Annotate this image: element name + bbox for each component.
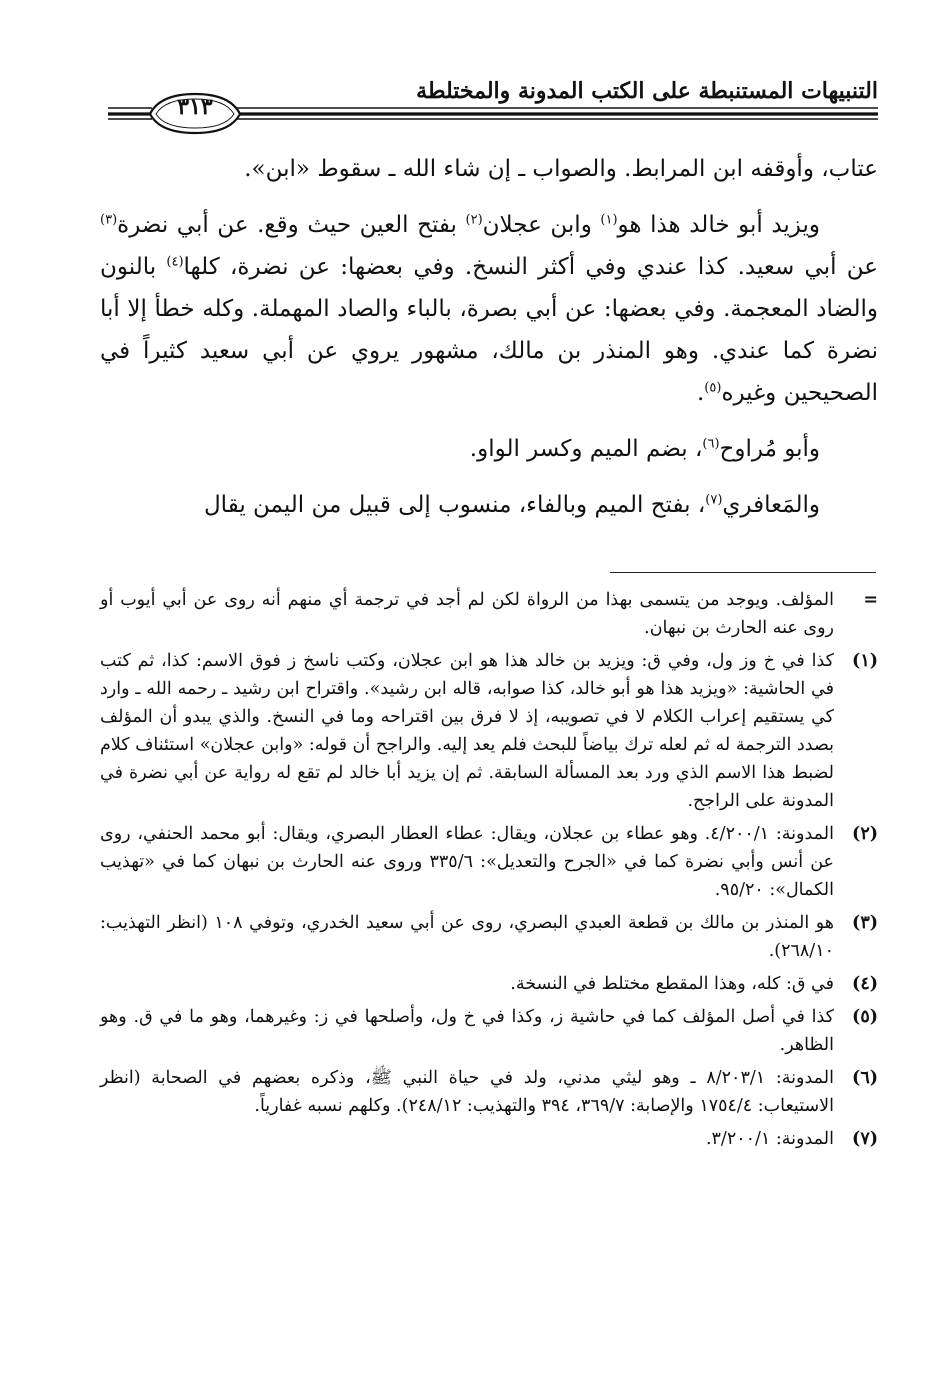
footnote-text: كذا في أصل المؤلف كما في حاشية ز، وكذا في خ ول، وأصلحها في ز: وغيرهما، وهو ما في ق. وهو الظاهر. <box>100 1007 834 1055</box>
paragraph-text: عن أبي سعيد. كذا عندي وفي أكثر النسخ. وفي بعضها: عن نضرة، كلها <box>183 254 878 280</box>
footnote-marker: (٤) <box>852 974 878 994</box>
paragraph-text: ، بفتح الميم وبالفاء، منسوب إلى قبيل من اليمن يقال <box>203 492 706 518</box>
footnote-item <box>100 1125 878 1153</box>
footnote-ref: (٤) <box>166 254 184 270</box>
footnote-text: المدونة: ٣/٢٠٠/١. <box>705 1129 834 1149</box>
footnote-text: في ق: كله، وهذا المقطع مختلط في النسخة. <box>510 974 834 994</box>
footnote-item <box>100 970 878 998</box>
paragraph <box>100 204 878 414</box>
footnote-marker: (١) <box>852 651 878 671</box>
footnote-marker: (٢) <box>852 824 878 844</box>
footnote-ref: (٣) <box>100 212 118 228</box>
footnote-item <box>100 586 878 642</box>
footnote-ref: (٧) <box>705 492 723 508</box>
main-text-body <box>100 148 878 540</box>
footnote-text: المدونة: ٨/٢٠٣/١ ـ وهو ليثي مدني، ولد في حياة النبي ﷺ، وذكره بعضهم في الصحابة (انظر الاستيعاب: ١٧٥٤/٤ والإصابة: ٣٦٩/٧، ٣٩٤ والتهذيب: ٢٤٨/١٢). وكلهم نسبه غفارياً. <box>100 1068 834 1116</box>
footnotes <box>100 586 878 1158</box>
paragraph-text: ، بضم الميم وكسر الواو. <box>469 436 703 462</box>
footnote-text: المدونة: ٤/٢٠٠/١. وهو عطاء بن عجلان، ويقال: عطاء العطار البصري، ويقال: أبو محمد الحنفي، روى عن أنس وأبي نضرة كما في «الجرح والتعديل»: ٣٣٥/٦ وروى عنه الحارث بن نبهان كما في «تهذيب الكمال»: ٩٥/٢٠. <box>100 824 834 900</box>
paragraph-text: ويزيد أبو خالد هذا هو <box>617 212 821 238</box>
paragraph-text: . <box>696 380 705 406</box>
page-number: ٣١٣ <box>177 94 213 120</box>
footnote-item <box>100 647 878 815</box>
footnote-text: كذا في خ وز ول، وفي ق: ويزيد بن خالد هذا هو ابن عجلان، وكتب ناسخ ز فوق الاسم: كذا، ثم كتب في الحاشية: «ويزيد هذا هو أبو خالد، كذا صوابه، قاله ابن رشيد». واقتراح ابن رشيد ـ رحمه الله ـ وارد كي يستقيم إعراب الكلام لا في تصويبه، إذ لا فرق بين اقتراحه وما في النسخ. والذي يبدو أن المؤلف بصدد الترجمة له ثم لعله ترك بياضاً للبحث فلم يعد إليه. والراجح أن قوله: «وابن عجلان» استئناف كلام لضبط هذا الاسم الذي ورد بعد المسألة السابقة. ثم إن يزيد أبا خالد لم تقع له رواية عن أبي نضرة في المدونة على الراجح. <box>100 651 834 811</box>
footnote-ref: (٦) <box>702 436 720 452</box>
footnote-item <box>100 1003 878 1059</box>
footnote-ref: (٥) <box>704 380 722 396</box>
header-ornament <box>0 0 940 140</box>
paragraph-text: وابن عجلان <box>482 212 601 238</box>
footnote-ref: (٢) <box>465 212 483 228</box>
paragraph-text: بفتح العين حيث وقع. عن أبي نضرة <box>117 212 466 238</box>
footnote-separator <box>610 572 876 573</box>
footnote-marker: (٣) <box>852 913 878 933</box>
paragraph-text: بالنون والضاد المعجمة. وفي بعضها: عن أبي بصرة، بالباء والصاد المهملة. وكله خطأ إلا أبا نضرة كما عندي. وهو المنذر بن مالك، مشهور يروي عن أبي سعيد كثيراً في الصحيحين وغيره <box>100 254 878 406</box>
footnote-marker: = <box>863 590 878 610</box>
footnote-item <box>100 1064 878 1120</box>
paragraph <box>100 428 878 470</box>
paragraph-text: وأبو مُراوح <box>719 436 820 462</box>
footnote-text: المؤلف. ويوجد من يتسمى بهذا من الرواة لكن لم أجد في ترجمة أي منهم أنه روى عن أبي أيوب أو روى عنه الحارث بن نبهان. <box>100 590 834 638</box>
footnote-item <box>100 909 878 965</box>
footnote-item <box>100 820 878 904</box>
paragraph <box>100 148 878 190</box>
footnote-text: هو المنذر بن مالك بن قطعة العبدي البصري، روى عن أبي سعيد الخدري، وتوفي ١٠٨ (انظر التهذيب: ٢٦٨/١٠). <box>100 913 834 961</box>
footnote-ref: (١) <box>600 212 618 228</box>
running-header-title: التنبيهات المستنبطة على الكتب المدونة والمختلطة <box>416 78 878 104</box>
paragraph <box>100 484 878 526</box>
footnote-marker: (٧) <box>852 1129 878 1149</box>
paragraph-text: عتاب، وأوقفه ابن المرابط. والصواب ـ إن شاء الله ـ سقوط «ابن». <box>244 156 878 182</box>
footnote-marker: (٥) <box>852 1007 878 1027</box>
footnote-marker: (٦) <box>852 1068 878 1088</box>
paragraph-text: والمَعافري <box>722 492 820 518</box>
